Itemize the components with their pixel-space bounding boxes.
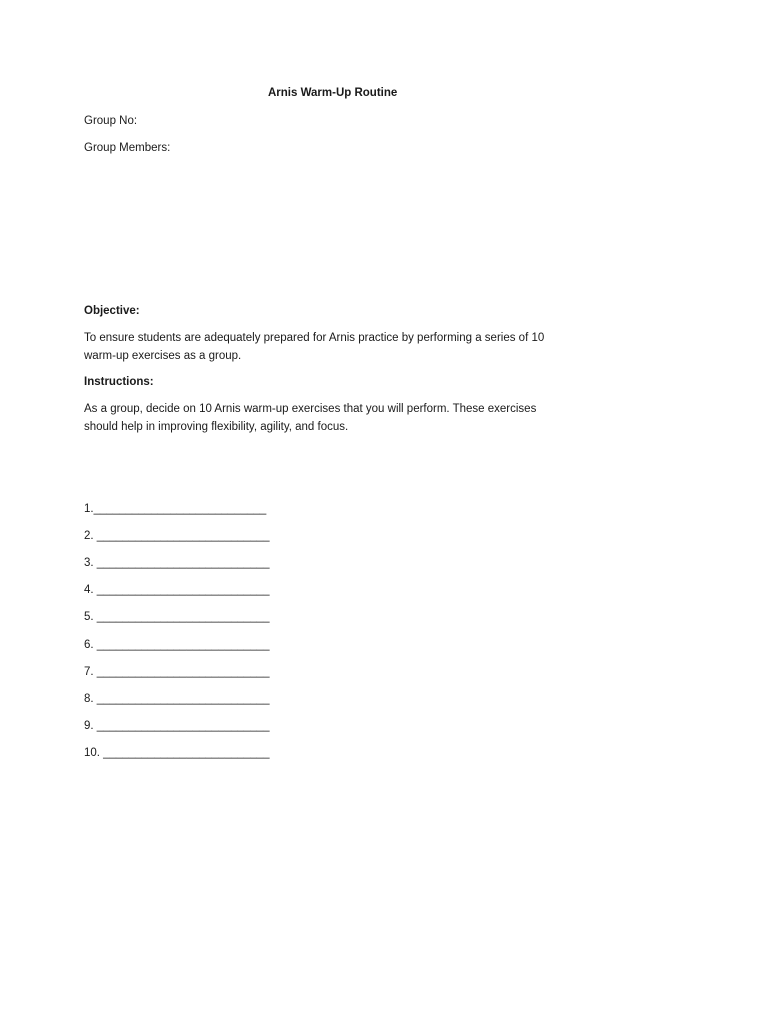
objective-text — [84, 330, 564, 365]
objective-heading: Objective: — [84, 305, 140, 317]
exercise-item-2: 2. ___________________________ — [84, 530, 270, 542]
exercise-item-7: 7. ___________________________ — [84, 666, 270, 678]
objective-text-line-2: warm-up exercises as a group. — [84, 349, 242, 362]
exercise-item-5: 5. ___________________________ — [84, 611, 270, 623]
exercise-item-8: 8. ___________________________ — [84, 693, 270, 705]
group-members-label: Group Members: — [84, 142, 171, 154]
group-no-label: Group No: — [84, 115, 138, 127]
objective-text-line-1: To ensure students are adequately prepared for Arnis practice by performing a series of 10 — [84, 332, 545, 344]
exercise-item-10: 10. __________________________ — [84, 747, 270, 759]
instructions-heading: Instructions: — [84, 376, 154, 388]
instructions-text-line-1: As a group, decide on 10 Arnis warm-up exercises that you will perform. These exercises — [84, 403, 537, 415]
exercise-item-9: 9. ___________________________ — [84, 720, 270, 732]
exercise-item-3: 3. ___________________________ — [84, 557, 270, 569]
instructions-text-line-2: should help in improving flexibility, agility, and focus. — [84, 420, 349, 433]
exercise-item-4: 4. ___________________________ — [84, 584, 270, 596]
instructions-text — [84, 401, 564, 436]
exercise-item-6: 6. ___________________________ — [84, 639, 270, 651]
exercise-item-1: 1.___________________________ — [84, 503, 267, 515]
document-title: Arnis Warm-Up Routine — [268, 87, 398, 99]
